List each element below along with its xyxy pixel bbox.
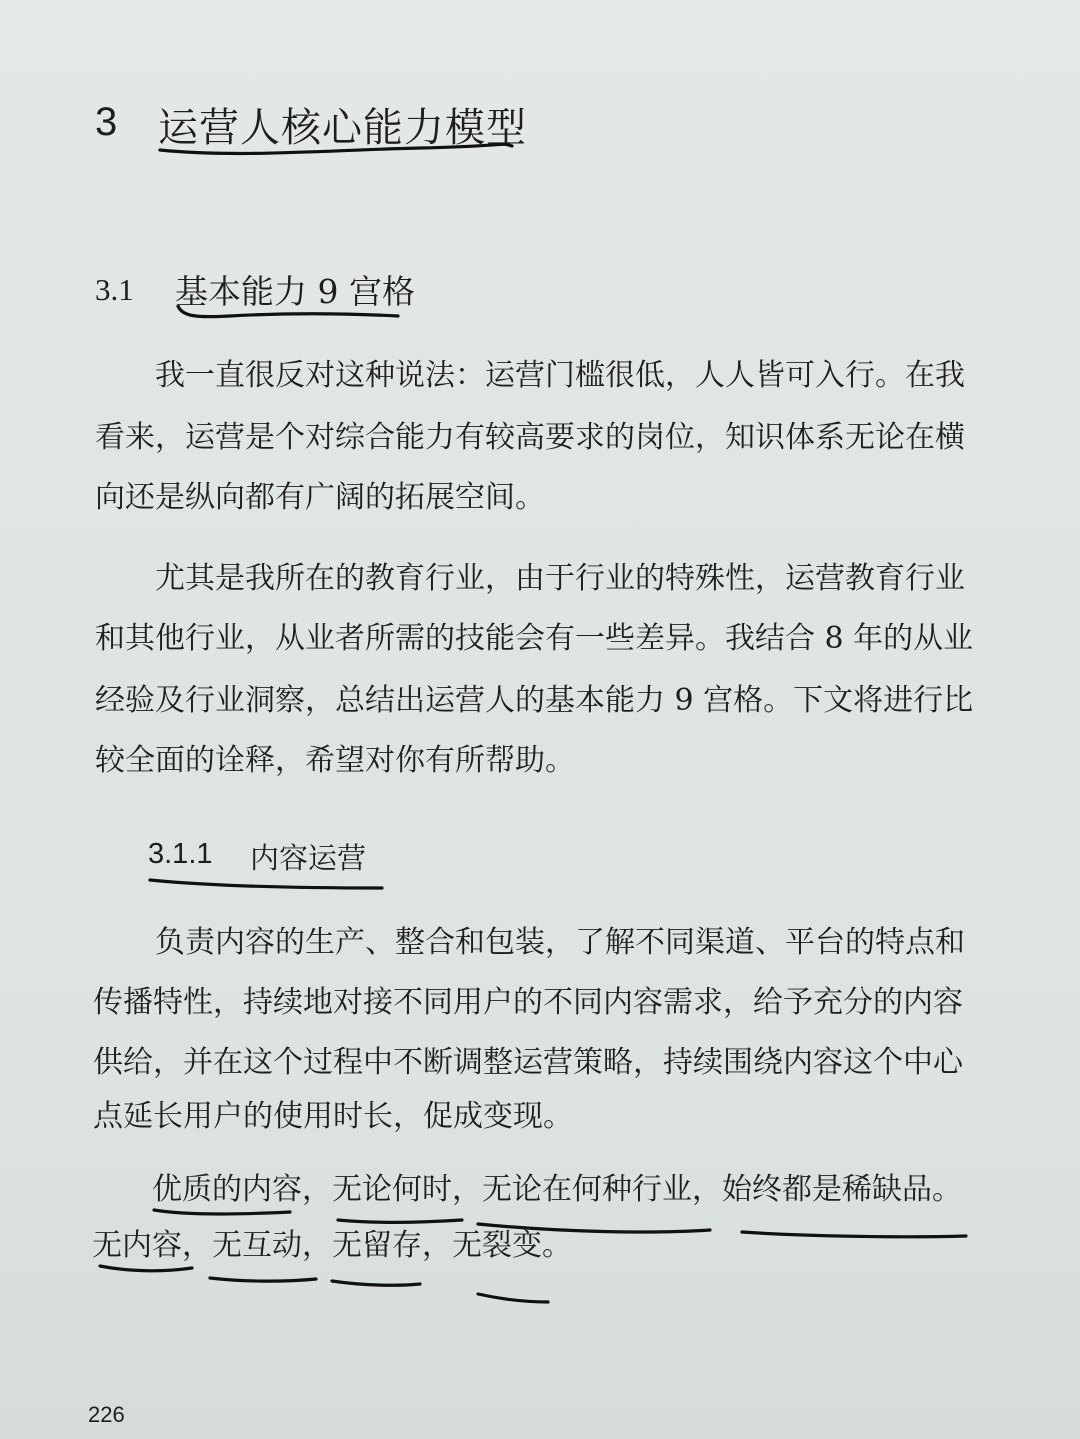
underline-no-interaction	[210, 1278, 316, 1281]
section-number: 3.1	[95, 272, 134, 307]
chapter-number: 3	[95, 100, 118, 144]
text-line: 供给，并在这个过程中不断调整运营策略，持续围绕内容这个中心	[93, 1045, 963, 1080]
text-line: 无内容，无互动，无留存，无裂变。	[92, 1228, 572, 1263]
page-number: 226	[88, 1402, 125, 1427]
subsection-number: 3.1.1	[148, 838, 213, 870]
underline-no-retention	[332, 1281, 420, 1285]
text-line: 看来，运营是个对综合能力有较高要求的岗位，知识体系无论在横	[95, 420, 965, 455]
subsection-title: 内容运营	[250, 841, 367, 875]
text-line: 传播特性，持续地对接不同用户的不同内容需求，给予充分的内容	[93, 985, 963, 1020]
text-line: 尤其是我所在的教育行业，由于行业的特殊性，运营教育行业	[155, 561, 965, 596]
underline-anytime	[338, 1220, 462, 1222]
section-title: 基本能力 9 宫格	[175, 272, 415, 311]
text-line: 和其他行业，从业者所需的技能会有一些差异。我结合 8 年的从业	[95, 621, 974, 656]
text-line: 我一直很反对这种说法：运营门槛很低，人人皆可入行。在我	[155, 358, 965, 393]
underline-subsection	[150, 880, 382, 888]
text-line: 向还是纵向都有广阔的拓展空间。	[95, 480, 545, 515]
text-line: 点延长用户的使用时长，促成变现。	[93, 1099, 573, 1134]
text-line: 负责内容的生产、整合和包装，了解不同渠道、平台的特点和	[155, 925, 965, 960]
text-line: 较全面的诠释，希望对你有所帮助。	[95, 743, 575, 778]
underline-no-content	[100, 1266, 192, 1271]
underline-quality-content	[154, 1210, 290, 1214]
text-line: 优质的内容，无论何时，无论在何种行业，始终都是稀缺品。	[152, 1172, 962, 1207]
text-line: 经验及行业洞察，总结出运营人的基本能力 9 宫格。下文将进行比	[95, 683, 974, 718]
underline-no-fission	[478, 1294, 548, 1302]
chapter-title: 运营人核心能力模型	[158, 105, 527, 151]
underline-always-scarce	[742, 1232, 966, 1237]
